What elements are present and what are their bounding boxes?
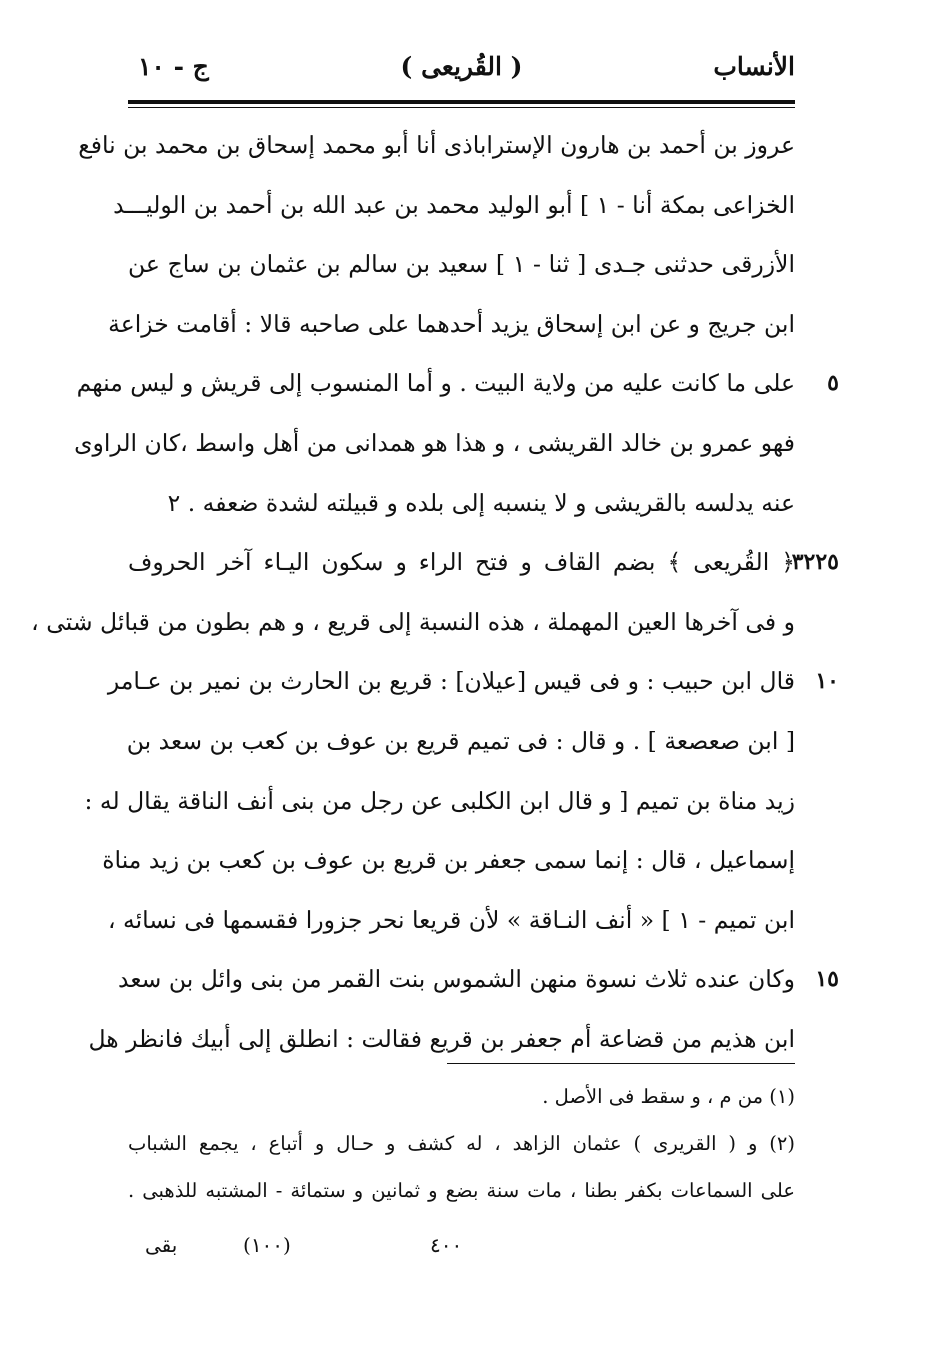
- text-line: [107, 652, 839, 712]
- text-line: [128, 235, 795, 295]
- text-line-content: عنه يدلسه بالقريشى و لا ينسبه إلى بلده و قبيلته لشدة ضعفه . ٢: [167, 488, 795, 517]
- text-line: [88, 1010, 795, 1070]
- text-line: [84, 772, 795, 832]
- footnote-separator: [447, 1063, 795, 1064]
- text-line: [107, 891, 795, 951]
- line-number: ٣٢٢٥: [791, 549, 839, 576]
- volume-number: ج - ١٠: [138, 52, 209, 81]
- text-line: [117, 950, 839, 1010]
- footnotes: [128, 1073, 795, 1214]
- text-line: [108, 295, 795, 355]
- text-line-content: ابن هذيم من قضاعة أم جعفر بن قريع فقالت : انطلق إلى أبيك فانظر هل: [88, 1024, 795, 1053]
- text-line: [128, 474, 795, 534]
- signature-number: ٤٠٠: [430, 1233, 463, 1257]
- catchword: بقى: [145, 1233, 178, 1257]
- entry-title: ( القُريعى ): [400, 52, 523, 81]
- text-line-content: ﴿ القُريعى ﴾ بضم القاف و فتح الراء و سكون اليـاء آخر الحروف: [128, 548, 795, 577]
- text-line: [102, 831, 795, 891]
- text-line-content: الخزاعى بمكة أنا - ١ ] أبو الوليد محمد بن عبد الله بن أحمد بن الوليـــد: [113, 190, 795, 219]
- text-line: [128, 533, 839, 593]
- line-number: ١٠: [815, 668, 839, 695]
- header-rule-thin: [128, 107, 795, 108]
- running-header: [128, 52, 795, 96]
- text-line-content: الأزرقى حدثنى جـدى [ ثنا - ١ ] سعيد بن سالم بن عثمان بن ساج عن: [128, 250, 795, 279]
- text-line-content: و فى آخرها العين المهملة ، هذه النسبة إلى قريع ، و هم بطون من قبائل شتى ،: [31, 607, 795, 636]
- header-rule-thick: [128, 100, 795, 104]
- main-text: [31, 116, 839, 1070]
- text-line: [31, 593, 795, 653]
- text-line-content: عروز بن أحمد بن هارون الإستراباذى أنا أبو محمد إسحاق بن محمد بن نافع: [78, 131, 795, 159]
- text-line-content: إسماعيل ، قال : إنما سمى جعفر بن قريع بن عوف بن كعب بن زيد مناة: [102, 846, 795, 875]
- gathering-number: (١٠٠): [243, 1233, 291, 1257]
- footnote-line: (٢) و ( القريرى ) عثمان الزاهد ، له كشف و حـال و أتباع ، يجمع الشباب: [128, 1132, 795, 1155]
- line-number: ١٥: [815, 966, 839, 993]
- footnote-line: على السماعات بكفر بطنا ، مات سنة بضع و ثمانين و ستمائة - المشتبه للذهبى .: [128, 1179, 795, 1202]
- text-line-content: وكان عنده ثلاث نسوة منهن الشموس بنت القمر من بنى وائل بن سعد: [117, 965, 795, 994]
- text-line-content: ابن تميم - ١ ] « أنف النـاقة » لأن قريعا نحر جزورا فقسمها فى نسائه ،: [107, 905, 795, 934]
- text-line: [128, 712, 795, 772]
- text-line: [74, 414, 795, 474]
- text-line-content: فهو عمرو بن خالد القريشى ، و هذا هو همدانى من أهل واسط ،كان الراوى: [74, 428, 795, 457]
- text-line-content: على ما كانت عليه من ولاية البيت . و أما المنسوب إلى قريش و ليس منهم: [76, 369, 795, 398]
- text-line-content: زيد مناة بن تميم [ و قال ابن الكلبى عن رجل من بنى أنف الناقة يقال له :: [84, 786, 795, 815]
- footnote-line: (١) من م ، و سقط فى الأصل .: [542, 1085, 795, 1108]
- text-line: [113, 176, 795, 236]
- text-line: [78, 116, 795, 176]
- line-number: ٥: [827, 370, 839, 397]
- text-line-content: ابن جريج و عن ابن إسحاق يزيد أحدهما على صاحبه قالا : أقامت خزاعة: [108, 309, 795, 338]
- page-footer: [0, 1233, 935, 1269]
- text-line: [76, 354, 839, 414]
- text-line-content: قال ابن حبيب : و فى قيس [عيلان] : قريع بن الحارث بن نمير بن عـامر: [107, 667, 795, 696]
- text-line-content: [ ابن صعصعة ] . و قال : فى تميم قريع بن عوف بن كعب بن سعد بن: [126, 726, 795, 755]
- book-title: الأنساب: [713, 52, 795, 81]
